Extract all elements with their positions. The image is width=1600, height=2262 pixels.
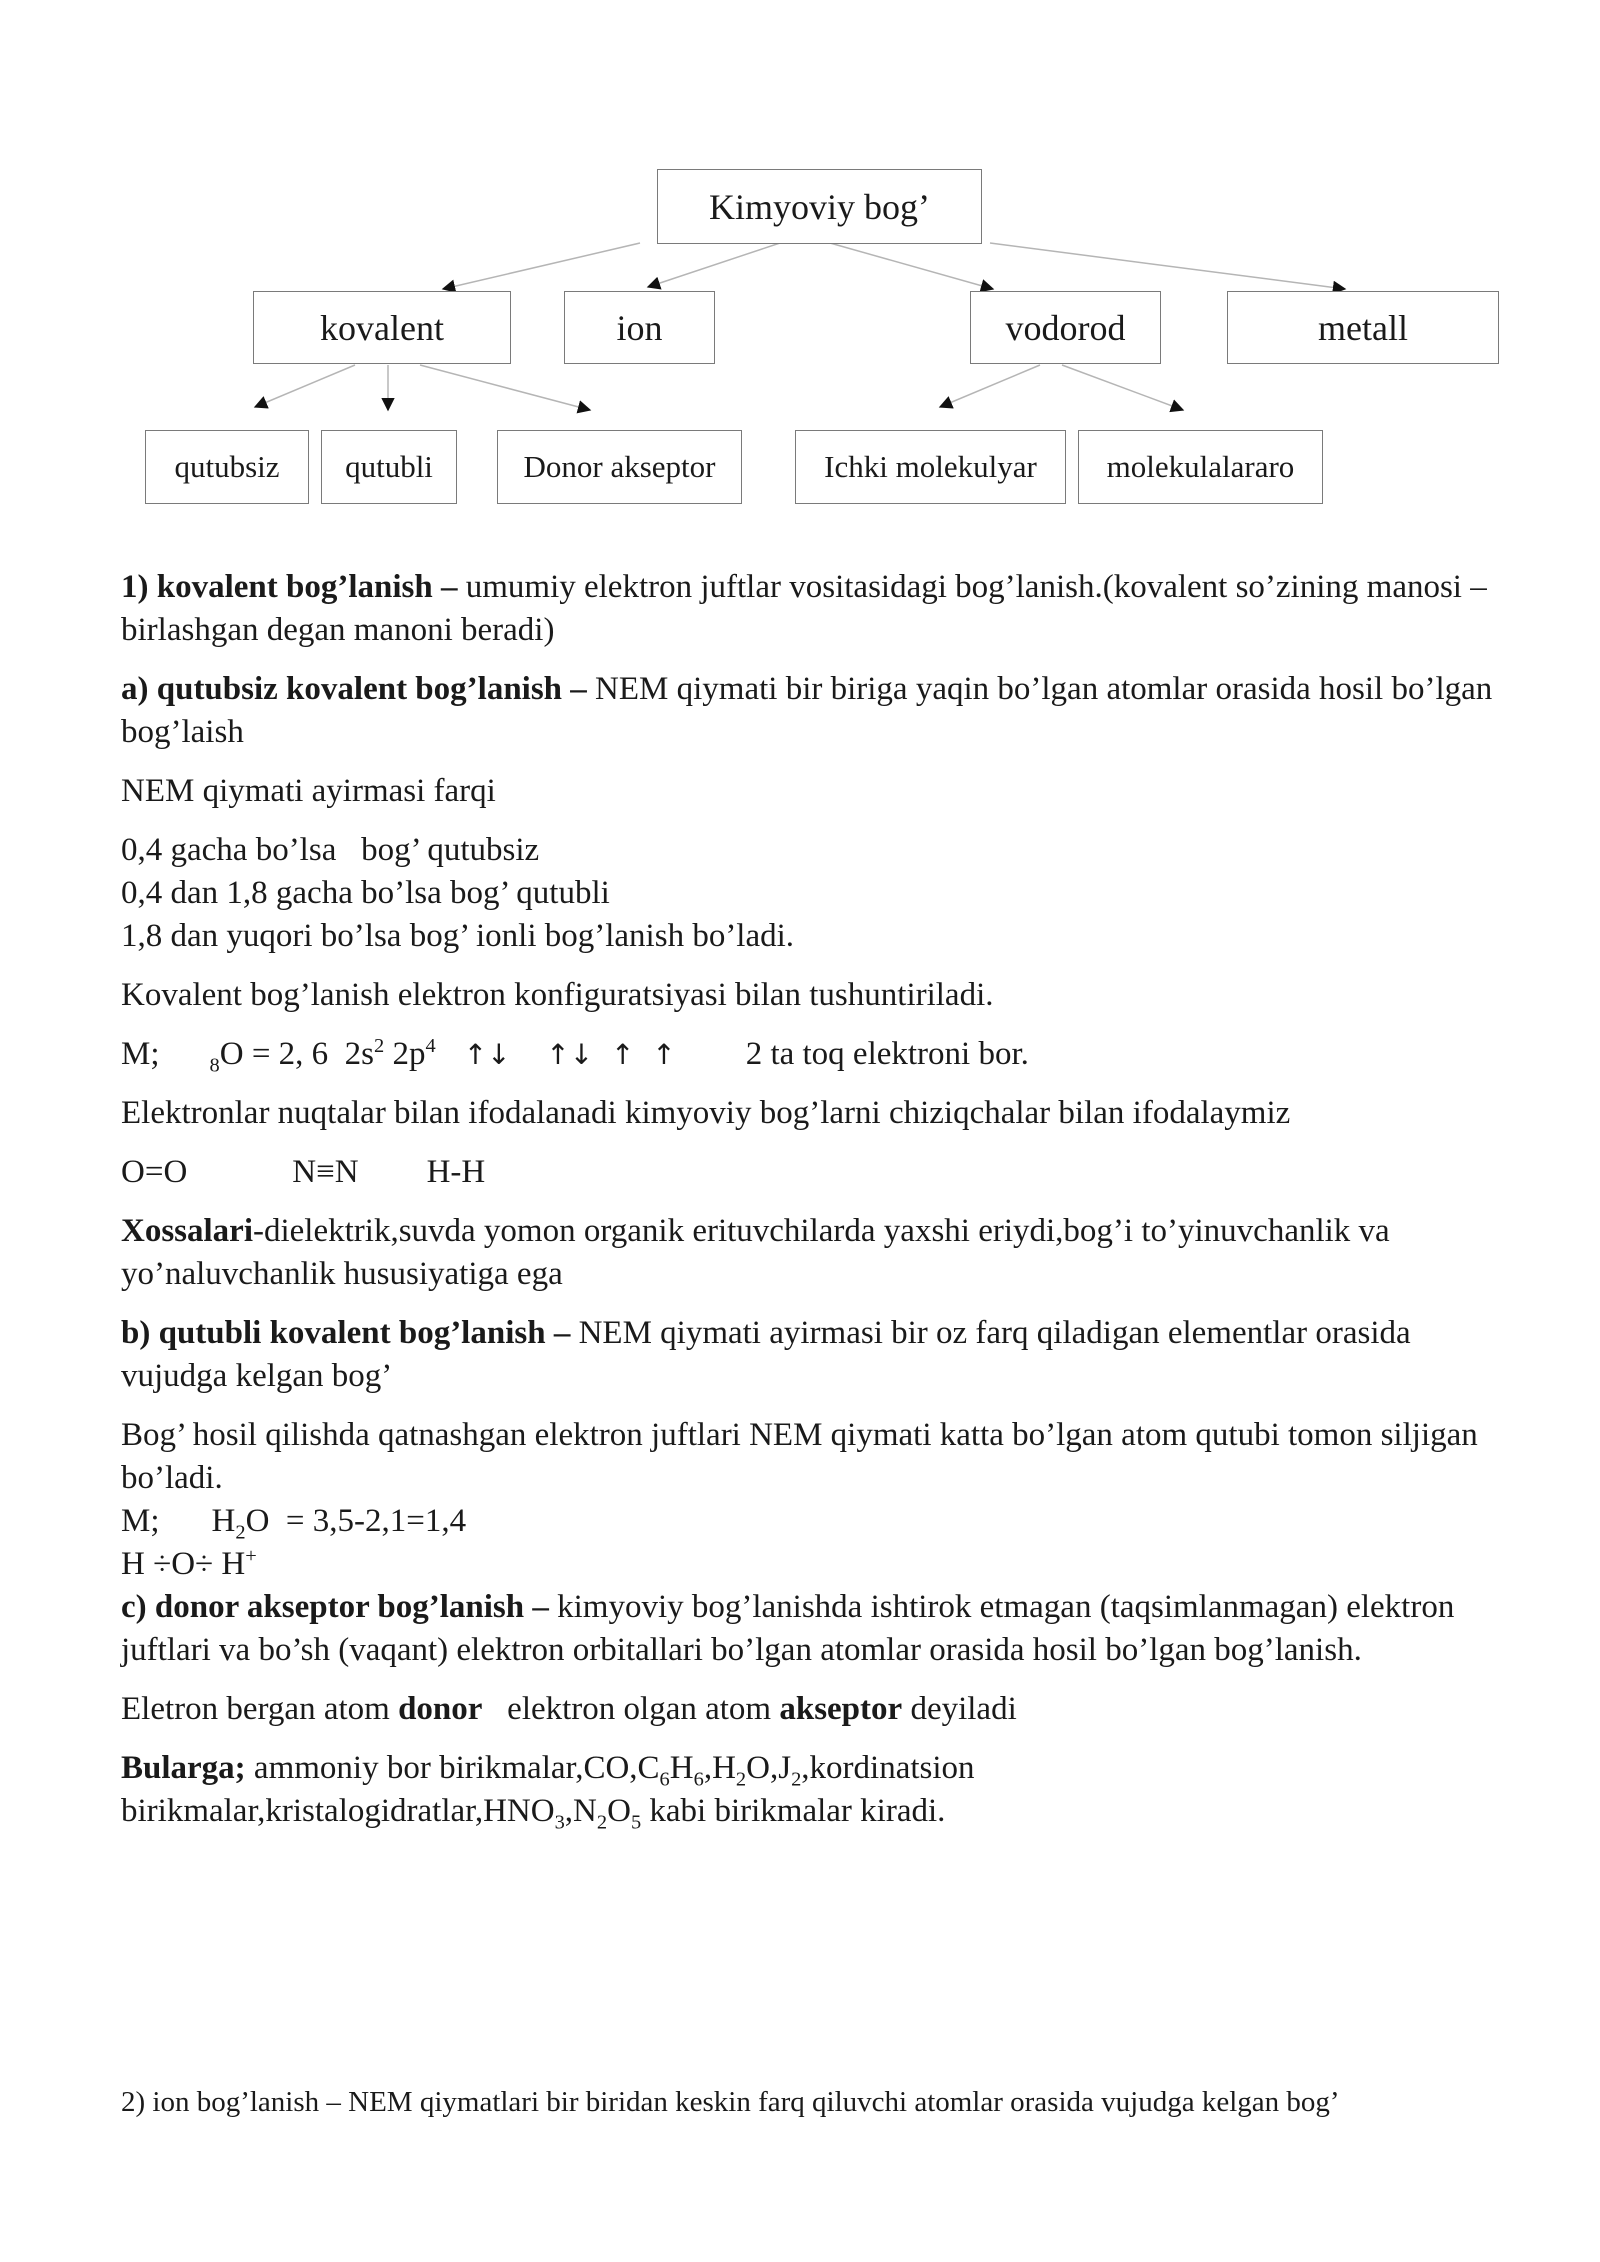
ichki-molekulyar-label: Ichki molekulyar: [824, 449, 1037, 484]
qutubsiz-definition: [121, 668, 1501, 754]
vodorod-box: [970, 291, 1161, 364]
ion-bond-footer-line: 2) ion bog’lanish – NEM qiymatlari bir biridan keskin farq qiluvchi atomlar orasida vujudga kelgan bog’: [121, 2086, 1340, 2118]
sub-2c: 2: [596, 1811, 608, 1834]
konfiguratsiya-line: Kovalent bog’lanish elektron konfiguratsiyasi bilan tushuntiriladi.: [121, 977, 994, 1013]
qutubli-heading: b) qutubli kovalent bog’lanish –: [121, 1315, 571, 1351]
s-electrons: 2: [374, 1035, 385, 1057]
qutubsiz-text: NEM qiymati bir biriga yaqin bo’lgan atomlar orasida hosil bo’lgan bog’laish: [121, 671, 1493, 750]
akseptor-word: akseptor: [779, 1691, 903, 1727]
kovalent-definition: [121, 566, 1501, 652]
arrow-to-donor: [420, 365, 590, 410]
bularga-text-g: O: [607, 1793, 631, 1829]
root-box: [657, 169, 982, 244]
document-body: [121, 566, 1501, 1849]
xossalari-text: -dielektrik,suvda yomon organik erituvchilarda yaxshi eriydi,bog’i to’yinuvchanlik va yo’naluvchanlik hususiyatiga ega: [121, 1213, 1390, 1292]
xossalari-paragraph: [121, 1210, 1501, 1296]
bond-classification-diagram: [0, 0, 1600, 520]
qutubli-definition: [121, 1312, 1501, 1398]
range-line-3: 1,8 dan yuqori bo’lsa bog’ ionli bog’lanish bo’ladi.: [121, 918, 795, 954]
water-example: [121, 1500, 1501, 1543]
molekulalararo-label: molekulalararo: [1106, 449, 1295, 484]
arrow-to-ichki: [940, 365, 1040, 407]
bularga-text-a: ammoniy bor birikmalar,CO,C: [245, 1750, 660, 1786]
formula-h2: H-H: [426, 1154, 486, 1190]
water-calc: O = 3,5-2,1=1,4: [245, 1503, 467, 1539]
sub-2a: 2: [735, 1768, 747, 1791]
formula-o2: O=O: [121, 1154, 188, 1190]
sub-5: 5: [630, 1811, 642, 1834]
arrow-to-vodorod: [830, 243, 993, 289]
qutubsiz-label: qutubsiz: [174, 449, 280, 484]
nuqta-line: Elektronlar nuqtalar bilan ifodalanadi kimyoviy bog’larni chiziqchalar bilan ifodalaymiz: [121, 1095, 1291, 1131]
formula-n2: N≡N: [292, 1154, 359, 1190]
qutubli-text: NEM qiymati ayirmasi bir oz farq qiladigan elementlar orasida vujudga kelgan bog’: [121, 1315, 1411, 1394]
qutubli-label: qutubli: [345, 449, 433, 484]
p-orbital: 2p: [384, 1036, 426, 1072]
ichki-molekulyar-box: [795, 430, 1066, 504]
kovalent-label: kovalent: [320, 307, 444, 348]
kovalent-heading: 1) kovalent bog’lanish –: [121, 569, 458, 605]
arrow-to-molekulalararo: [1062, 365, 1183, 410]
donor-word: donor: [398, 1691, 483, 1727]
oxygen-example: [121, 1033, 1501, 1076]
ion-box: [564, 291, 715, 364]
arrow-to-kovalent: [443, 243, 640, 289]
donor-line: [121, 1688, 1501, 1731]
bularga-heading: Bularga;: [121, 1750, 246, 1786]
donor-akseptor-definition: [121, 1586, 1501, 1672]
sub-3: 3: [554, 1811, 565, 1834]
qutubsiz-heading: a) qutubsiz kovalent bog’lanish –: [121, 671, 587, 707]
donor-text-3: deyiladi: [902, 1691, 1017, 1727]
water-marker: M;: [121, 1503, 160, 1539]
donor-text-1: Eletron bergan atom: [121, 1691, 399, 1727]
arrow-to-metall: [990, 243, 1345, 289]
donor-text-2: elektron olgan atom: [482, 1691, 780, 1727]
water-structure-text: H ÷O÷ H: [121, 1546, 246, 1582]
kovalent-box: [253, 291, 511, 364]
sub-6b: 6: [693, 1768, 704, 1791]
arrow-to-ion: [648, 243, 780, 287]
bularga-text-h: kabi birikmalar kiradi.: [641, 1793, 946, 1829]
ion-label: ion: [616, 307, 663, 348]
range-line-2: 0,4 dan 1,8 gacha bo’lsa bog’ qutubli: [121, 875, 610, 911]
root-label: Kimyoviy bog’: [709, 186, 930, 227]
qutubsiz-box: [145, 430, 309, 504]
sub-2b: 2: [791, 1768, 802, 1791]
bularga-text-f: ,N: [564, 1793, 597, 1829]
arrow-to-qutubsiz: [255, 365, 355, 407]
bularga-text-c: ,H: [703, 1750, 736, 1786]
water-structure: [121, 1543, 1501, 1586]
oxygen-config: O = 2, 6 2s: [219, 1036, 375, 1072]
water-charge: +: [245, 1545, 257, 1567]
donor-akseptor-heading: c) donor akseptor bog’lanish –: [121, 1589, 549, 1625]
range-line-1: 0,4 gacha bo’lsa bog’ qutubsiz: [121, 832, 540, 868]
bularga-text-d: O,J: [746, 1750, 792, 1786]
orbital-arrows: ↑↓ ↑↓ ↑ ↑: [463, 1038, 676, 1071]
nem-ranges: [121, 829, 1501, 958]
qutubli-box: [321, 430, 457, 504]
bog-hosil-paragraph: Bog’ hosil qilishda qatnashgan elektron juftlari NEM qiymati katta bo’lgan atom qutubi tomon siljigan bo’ladi.: [121, 1417, 1478, 1496]
atomic-number: 8: [209, 1054, 220, 1077]
donor-akseptor-box: [497, 430, 742, 504]
donor-akseptor-text: kimyoviy bog’lanishda ishtirok etmagan (taqsimlanmagan) elektron juftlari va bo’sh (vaqant) elektron orbitallari bo’lgan atomlar orasida hosil bo’lgan bog’lanish.: [121, 1589, 1455, 1668]
bularga-paragraph: [121, 1747, 1501, 1833]
sub-6a: 6: [659, 1768, 670, 1791]
xossalari-heading: Xossalari: [121, 1213, 253, 1249]
unpaired-note: 2 ta toq elektroni bor.: [745, 1036, 1029, 1072]
nem-diff-line: NEM qiymati ayirmasi farqi: [121, 773, 496, 809]
bularga-text-b: H: [669, 1750, 694, 1786]
water-h-count: 2: [235, 1521, 246, 1544]
molekulalararo-box: [1078, 430, 1323, 504]
p-electrons: 4: [425, 1035, 436, 1057]
kovalent-text: umumiy elektron juftlar vositasidagi bog’lanish.(kovalent so’zining manosi – birlashgan degan manoni beradi): [121, 569, 1487, 648]
water-h: H: [211, 1503, 236, 1539]
metall-box: [1227, 291, 1499, 364]
metall-label: metall: [1318, 307, 1408, 348]
formulas-line: [121, 1151, 1501, 1194]
vodorod-label: vodorod: [1005, 307, 1126, 348]
donor-akseptor-label: Donor akseptor: [523, 449, 716, 484]
example-marker: M;: [121, 1036, 160, 1072]
bularga-text-e: ,kordinatsion birikmalar,kristalogidratlar,HNO: [121, 1750, 975, 1829]
